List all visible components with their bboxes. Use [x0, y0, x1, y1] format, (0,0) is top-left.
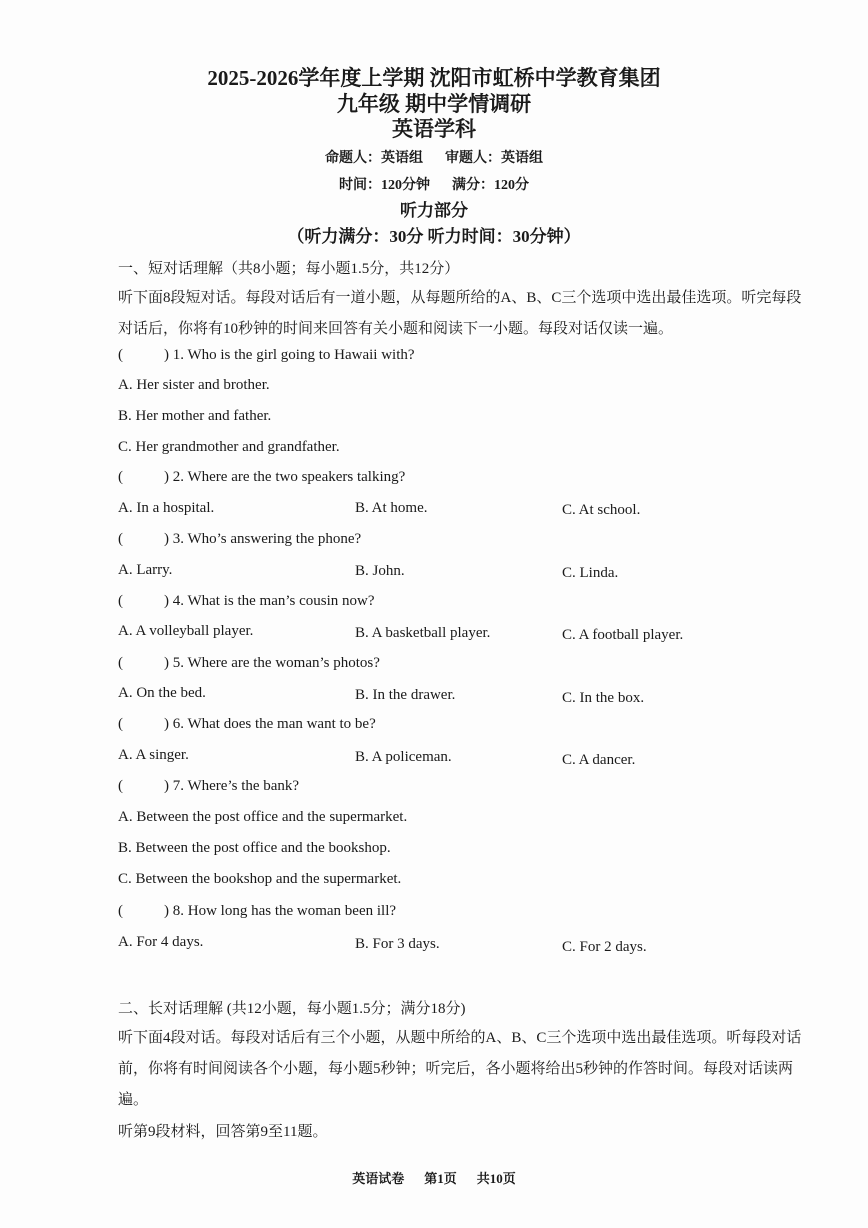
listening-section-title: 听力部分 [400, 201, 468, 220]
question-8-option-b: B. For 3 days. [355, 936, 440, 952]
question-6-stem: ( ) 6. What does the man want to be? [118, 716, 376, 732]
question-8-option-a: A. For 4 days. [118, 934, 204, 950]
question-6-option-a: A. A singer. [118, 747, 189, 763]
time-line [0, 174, 868, 194]
question-7-option-c: C. Between the bookshop and the supermarket. [118, 871, 402, 887]
question-7-stem: ( ) 7. Where’s the bank? [118, 778, 300, 794]
question-1-stem: ( ) 1. Who is the girl going to Hawaii with? [118, 347, 415, 363]
question-2-option-b: B. At home. [355, 500, 428, 516]
question-4-option-a: A. A volleyball player. [118, 623, 254, 639]
full-score-text: 满分：120分 [452, 178, 529, 193]
question-8-option-c: C. For 2 days. [562, 939, 647, 955]
question-3-option-b: B. John. [355, 563, 405, 579]
reviewer-text: 审题人：英语组 [445, 151, 543, 166]
exam-title-line2: 九年级 期中学情调研 [336, 92, 532, 116]
part2-note: 听第9段材料，回答第9至11题。 [118, 1124, 328, 1140]
question-6-option-c: C. A dancer. [562, 752, 636, 768]
question-3-stem: ( ) 3. Who’s answering the phone? [118, 531, 362, 547]
question-4-stem: ( ) 4. What is the man’s cousin now? [118, 593, 375, 609]
exam-title-line1: 2025-2026学年度上学期 沈阳市虹桥中学教育集团 [207, 66, 661, 90]
question-5-option-c: C. In the box. [562, 690, 645, 706]
question-2-option-a: A. In a hospital. [118, 500, 215, 516]
question-7-option-a: A. Between the post office and the supermarket. [118, 809, 408, 825]
part1-heading: 一、短对话理解（共8小题；每小题1.5分，共12分） [118, 261, 460, 277]
question-6-option-b: B. A policeman. [355, 749, 452, 765]
footer-total: 共10页 [476, 1171, 516, 1186]
question-1-option-a: A. Her sister and brother. [118, 377, 270, 393]
question-1-option-c: C. Her grandmother and grandfather. [118, 439, 340, 455]
part1-instructions: 听下面8段短对话。每段对话后有一道小题，从每题所给的A、B、C三个选项中选出最佳选项。听完每段对话后，你将有10秒钟的时间来回答有关小题和阅读下一小题。每段对话仅读一遍。 [118, 290, 802, 337]
exam-title-line3: 英语学科 [392, 117, 476, 141]
question-5-stem: ( ) 5. Where are the woman’s photos? [118, 655, 380, 671]
footer-page: 第1页 [424, 1171, 457, 1186]
footer-subject: 英语试卷 [352, 1171, 405, 1186]
question-3-option-a: A. Larry. [118, 562, 173, 578]
question-1-option-b: B. Her mother and father. [118, 408, 272, 424]
duration-text: 时间：120分钟 [339, 178, 430, 193]
question-3-option-c: C. Linda. [562, 565, 619, 581]
question-2-option-c: C. At school. [562, 502, 641, 518]
question-2-stem: ( ) 2. Where are the two speakers talking? [118, 469, 406, 485]
question-4-option-c: C. A football player. [562, 627, 684, 643]
question-8-stem: ( ) 8. How long has the woman been ill? [118, 903, 397, 919]
part2-heading: 二、长对话理解 (共12小题，每小题1.5分；满分18分) [118, 1001, 466, 1017]
question-5-option-a: A. On the bed. [118, 685, 206, 701]
question-4-option-b: B. A basketball player. [355, 625, 491, 641]
authors-line [0, 147, 868, 167]
listening-section-info: （听力满分：30分 听力时间：30分钟） [287, 227, 581, 246]
question-5-option-b: B. In the drawer. [355, 687, 456, 703]
question-7-option-b: B. Between the post office and the bookshop. [118, 840, 391, 856]
part2-instructions: 听下面4段对话。每段对话后有三个小题，从题中所给的A、B、C三个选项中选出最佳选项。听每段对话前，你将有时间阅读各个小题，每小题5秒钟；听完后，各小题将给出5秒钟的作答时间。每段对话读两遍。 [118, 1030, 802, 1108]
page-footer [0, 1168, 868, 1187]
setter-text: 命题人：英语组 [325, 151, 423, 166]
